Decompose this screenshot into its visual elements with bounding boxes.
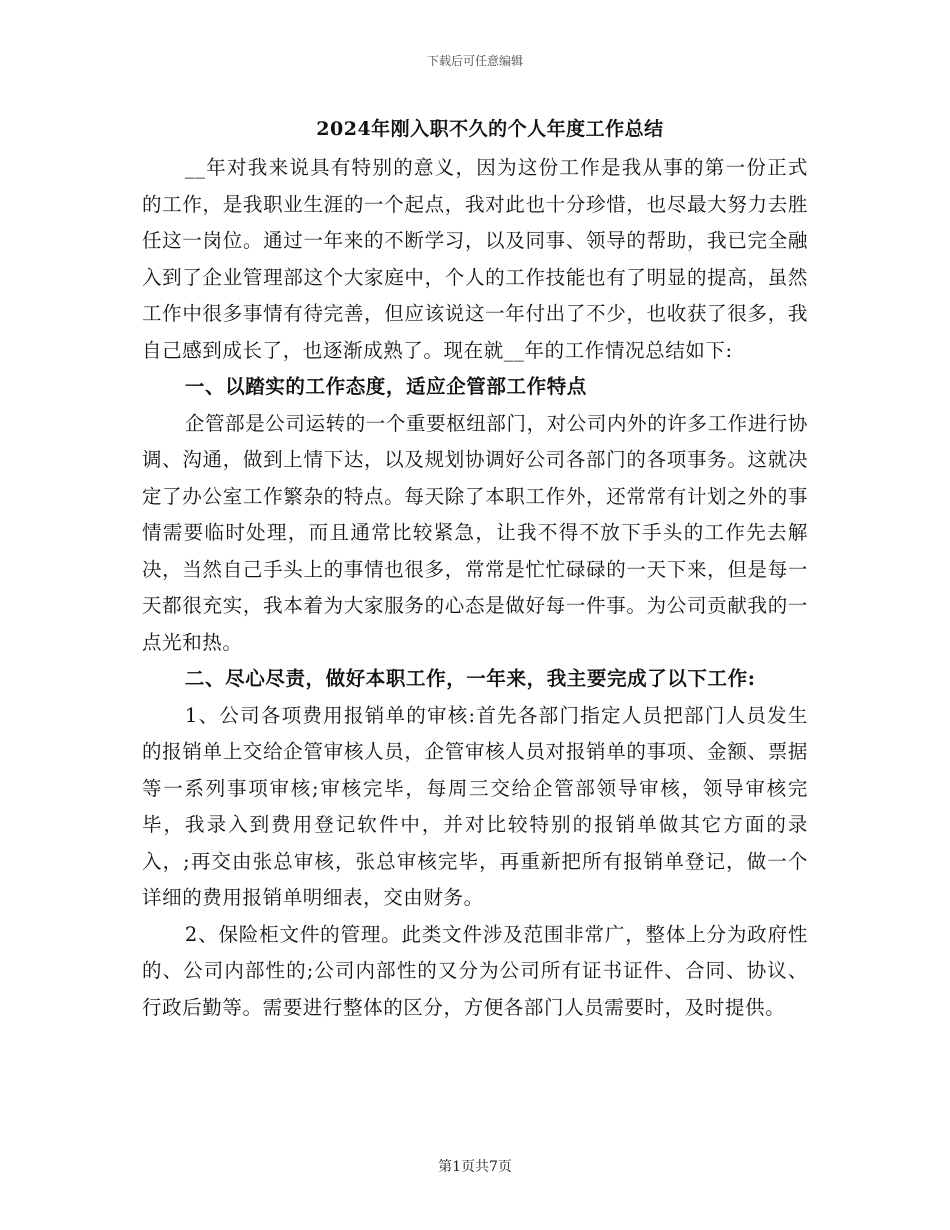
- page-header-note: 下载后可任意编辑: [426, 54, 523, 68]
- section-heading-1: 一、以踏实的工作态度，适应企管部工作特点: [184, 375, 587, 398]
- section-heading-2: 二、尽心尽责，做好本职工作，一年来，我主要完成了以下工作:: [184, 667, 756, 690]
- page-number: 第1页共7页: [438, 1159, 512, 1175]
- document-title: 2024年刚入职不久的个人年度工作总结: [316, 118, 664, 140]
- work-item-2-paragraph: 2、保险柜文件的管理。此类文件涉及范围非常广，整体上分为政府性的、公司内部性的;公司内部性的又分为公司所有证书证件、合同、协议、行政后勤等。需要进行整体的区分，方便各部门人员需要时，及时提供。: [142, 922, 808, 1019]
- document-body: [142, 114, 808, 1026]
- intro-paragraph: __年对我来说具有特别的意义，因为这份工作是我从事的第一份正式的工作，是我职业生涯的一个起点，我对此也十分珍惜，也尽最大努力去胜任这一岗位。通过一年来的不断学习，以及同事、领导的帮助，我已完全融入到了企业管理部这个大家庭中，个人的工作技能也有了明显的提高，虽然工作中很多事情有待完善，但应该说这一年付出了不少，也收获了很多，我自己感到成长了，也逐渐成熟了。现在就__年的工作情况总结如下:: [142, 156, 808, 362]
- work-item-1-paragraph: 1、公司各项费用报销单的审核:首先各部门指定人员把部门人员发生的报销单上交给企管审核人员，企管审核人员对报销单的事项、金额、票据等一系列事项审核;审核完毕，每周三交给企管部领导审核，领导审核完毕，我录入到费用登记软件中，并对比较特别的报销单做其它方面的录入，;再交由张总审核，张总审核完毕，再重新把所有报销单登记，做一个详细的费用报销单明细表，交由财务。: [142, 703, 808, 909]
- section-1-paragraph: 企管部是公司运转的一个重要枢纽部门，对公司内外的许多工作进行协调、沟通，做到上情下达，以及规划协调好公司各部门的各项事务。这就决定了办公室工作繁杂的特点。每天除了本职工作外，还常常有计划之外的事情需要临时处理，而且通常比较紧急，让我不得不放下手头的工作先去解决，当然自己手头上的事情也很多，常常是忙忙碌碌的一天下来，但是每一天都很充实，我本着为大家服务的心态是做好每一件事。为公司贡献我的一点光和热。: [142, 411, 808, 654]
